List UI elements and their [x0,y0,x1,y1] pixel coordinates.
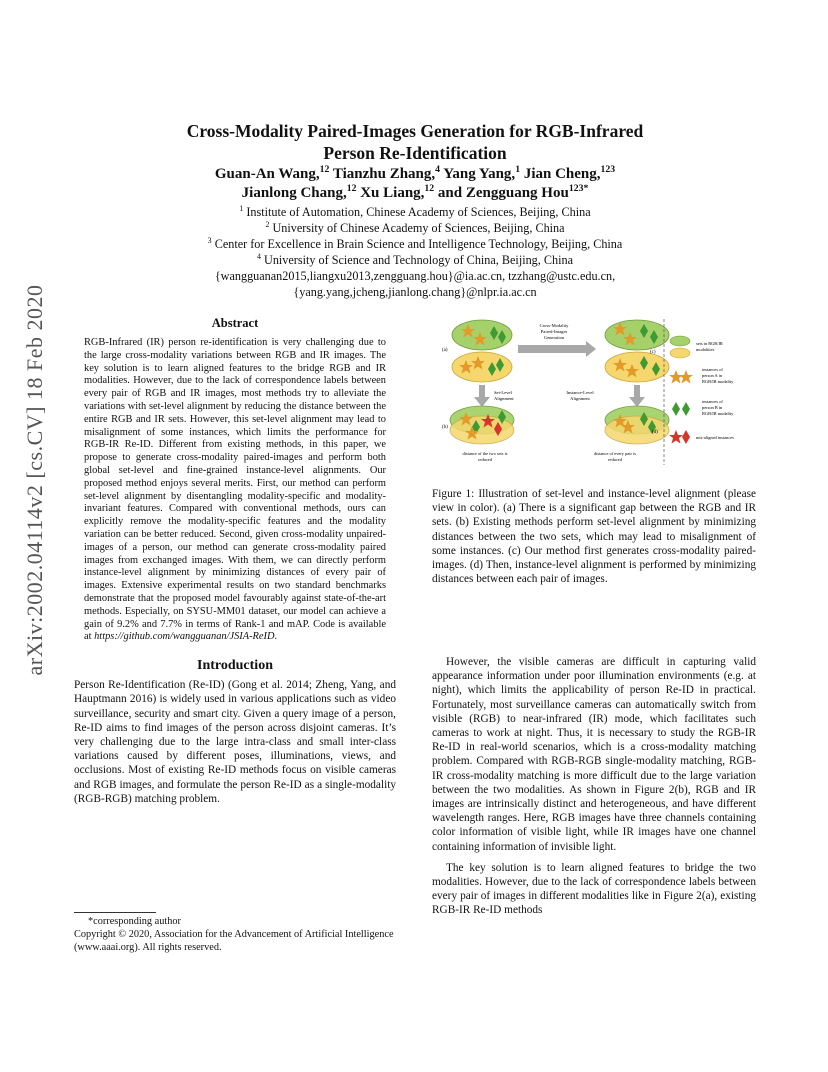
author-name: Jianlong Chang, [241,185,347,201]
set-alignment-arrow [474,385,490,407]
right-column [432,655,756,925]
figure-label-d: (d) [652,430,658,435]
author-name: Yang Yang, [440,166,516,182]
ir-set-b [450,416,514,444]
affiliation-line: $^2$ University of Chinese Academy of Sciences, Beijing, China [265,219,565,235]
author-name: and Zengguang Hou [434,185,569,201]
paper-title: Cross-Modality Paired-Images Generation for RGB-Infrared Person Re-Identification [186,121,644,163]
legend-rgb-set [670,336,690,346]
introduction-heading: Introduction [197,658,273,674]
arxiv-side-identifier: arXiv:2002.04114v2 [cs.CV] 18 Feb 2020 [22,284,47,676]
legend-misaligned-label: mis-aligned instances [696,435,734,440]
rgb-set-c [605,320,669,350]
body-paragraph: However, the visible cameras are difficult in capturing valid appearance information under poor illumination environments (e.g. at night), which limits the applicability of person Re-ID in practical. Fortunately, most surveillance cameras can automatically switch from visible (RGB) to near-infrared (IR) mode, which facilitates such cameras to work at night. Thus, it is necessary to study the RGB-IR Re-ID in real-world scenarios, which is a cross-modality matching problem. Compared with RGB-RGB single-modality matching, RGB-IR cross-modality matching is more difficult due to the large variation between the two modalities. As shown in Figure 2(b), RGB and IR images are intrinsically distinct and heterogeneous, and have different wavelength ranges. Here, RGB images have three channels containing color information of visible light, while IR images have one channel containing information of invisible light. [432,656,756,853]
abstract-text: RGB-Infrared (IR) person re-identification is very challenging due to the large cross-modality variations between RGB and IR images. The key solution is to learn aligned features to the bridge RGB and IR modalities. However, due to the lack of correspondence labels between every pair of RGB and IR images, most methods try to alleviate the variations with set-level alignment by reducing the distance between the entire RGB and IR sets. However, this set-level alignment may lead to misalignment of some instances, which limits the performance for RGB-IR Re-ID. Different from existing methods, in this paper, we propose to generate cross-modality paired-images and perform both global set-level and fine-grained instance-level alignments. Our proposed method enjoys several merits. First, our method can perform set-level alignment by disentangling modality-specific and modality-invariant features. Compared with conventional methods, ours can explicitly remove the modality-specific features and the modality variation can be better reduced. Second, given cross-modality unpaired-images of a person, our method can generate cross-modality paired images from exchanged images. With them, we can directly perform instance-level alignment by minimizing distances of every pair of images. Extensive experimental results on two standard benchmarks demonstrate that the proposed model favourably against state-of-the-art methods. Especially, on SYSU-MM01 dataset, our model can achieve a gain of 9.2% and 7.7% in terms of Rank-1 and mAP. Code is available at https://github.com/wangguanan/JSIA-ReID. [84,337,386,643]
legend-person-b-label: instances of person B in RGB/IR modality [702,399,734,416]
copyright-note: Copyright © 2020, Association for the Advancement of Artificial Intelligence (www.aaai.org). All rights reserved. [74,928,394,953]
author-list: Guan-An Wang,$^{12}$ Tianzhu Zhang,$^4$ Yang Yang,$^1$ Jian Cheng,$^{123}$ Jianlong Chang,$^{12}$ Xu Liang,$^{12}$ and Zengguang Hou$^{123*}$ [214,164,616,201]
ir-set-c [605,352,669,382]
distance-pair-label: distance of every pair is reduced [594,451,636,462]
author-name: Guan-An Wang, [214,166,320,182]
corresponding-author-note: *corresponding author [88,916,181,927]
author-name: Tianzhu Zhang, [329,166,436,182]
affiliation-line: $^1$ Institute of Automation, Chinese Academy of Sciences, Beijing, China [239,203,591,219]
footnote [74,912,396,954]
instance-alignment-label: Instance-Level Alignment [566,390,594,401]
email-line: {yang.yang,jcheng,jianlong.chang}@nlpr.ia.ac.cn [293,285,537,299]
footnote-rule [74,912,156,913]
author-name: Jian Cheng, [520,166,601,182]
affiliations [110,204,720,300]
email-line: {wangguanan2015,liangxu2013,zengguang.hou}@ia.ac.cn, tzzhang@ustc.edu.cn, [214,269,616,283]
legend-ir-set [670,348,690,358]
distance-set-label: distance of the two sets is reduced [462,451,508,462]
figure-1-diagram [430,315,760,475]
body-paragraph: The key solution is to learn aligned features to bridge the two modalities. However, due to the lack of correspondence labels between every pair of images in different modalities like in Figure 2(a), existing RGB-IR Re-ID methods [432,861,756,917]
figure-1-caption: Figure 1: Illustration of set-level and instance-level alignment (please view in color). (a) There is a significant gap between the RGB and IR sets. (b) Existing methods perform set-level alignment by minimizing distances between the two sets, which may lead to misalignment of some instances. (c) Our method first generates cross-modality paired-images. (d) Then, instance-level alignment is performed by minimizing distances between each pair of images. [432,488,756,586]
legend-person-a-label: instances of person A in RGB/IR modality [702,367,734,384]
affiliation-line: $^4$ University of Science and Technology of China, Beijing, China [257,251,573,267]
generation-label: Cross-Modality Paired-Images Generation [539,323,569,340]
figure-label-a: (a) [442,348,448,353]
author-name: Xu Liang, [356,185,425,201]
affiliation-line: $^3$ Center for Excellence in Brain Science and Intelligence Technology, Beijing, China [207,235,623,251]
set-alignment-label: Set-Level Alignment [494,390,514,401]
ir-set-a [452,352,512,382]
code-link[interactable]: https://github.com/wangguanan/JSIA-ReID [94,631,275,643]
introduction-text: Person Re-Identification (Re-ID) (Gong et al. 2014; Zheng, Yang, and Hauptmann 2016) is widely used in various applications such as video surveillance, security and smart city. Given a query image of a person, Re-ID aims to find images of the person across disjoint cameras. It’s very challenging due to the large intra-class and small inter-class variations caused by different poses, illuminations, views, and occlusions. Most of existing Re-ID methods focus on visible cameras and RGB images, and formulate the person Re-ID as a single-modality (RGB-RGB) matching problem. [74,679,396,805]
figure-label-b: (b) [442,425,448,430]
generation-arrow [518,341,596,357]
abstract-heading: Abstract [211,316,259,330]
instance-alignment-arrow [629,385,645,407]
left-column [74,316,396,806]
figure-label-c: (c) [650,350,656,355]
legend-sets-label: sets in RGB/IR modalities [696,341,723,352]
ir-set-d [605,416,669,444]
